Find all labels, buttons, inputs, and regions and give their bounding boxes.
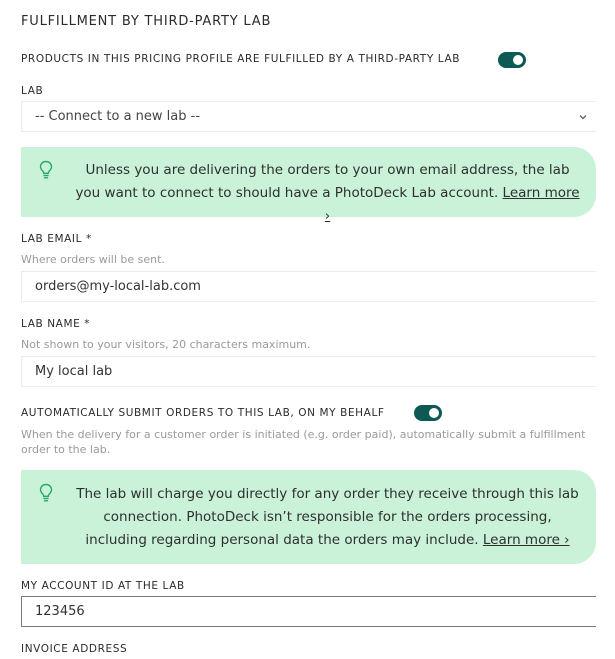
lab-name-label: LAB NAME *	[21, 318, 91, 330]
learn-more-link[interactable]: Learn more ›	[324, 185, 580, 224]
account-id-field[interactable]: 123456	[21, 596, 596, 627]
toggle-knob	[513, 55, 523, 65]
info-callout-text	[71, 159, 584, 228]
info-callout-text	[71, 483, 584, 552]
invoice-address-label: INVOICE ADDRESS	[21, 643, 128, 655]
chevron-down-icon	[578, 112, 588, 122]
lightbulb-icon	[38, 160, 54, 180]
lab-select[interactable]	[21, 101, 596, 132]
fulfilled-toggle-label: PRODUCTS IN THIS PRICING PROFILE ARE FULFILLED BY A THIRD-PARTY LAB	[21, 53, 461, 65]
lab-email-hint: Where orders will be sent.	[21, 253, 165, 266]
callout-message: Unless you are delivering the orders to your own email address, the lab you want to connect to should have a PhotoDeck Lab account.	[75, 162, 570, 201]
info-callout-lab-charges	[21, 470, 596, 564]
fulfilled-toggle[interactable]	[498, 52, 526, 68]
auto-submit-label: AUTOMATICALLY SUBMIT ORDERS TO THIS LAB, ON MY BEHALF	[21, 407, 385, 419]
lab-email-field[interactable]: orders@my-local-lab.com	[21, 271, 596, 302]
lightbulb-icon	[38, 483, 54, 503]
lab-name-field[interactable]: My local lab	[21, 356, 596, 387]
toggle-knob	[429, 408, 439, 418]
auto-submit-toggle[interactable]	[414, 405, 442, 421]
lab-name-hint: Not shown to your visitors, 20 characters maximum.	[21, 338, 311, 351]
section-title: FULFILLMENT BY THIRD-PARTY LAB	[21, 14, 272, 29]
callout-message: The lab will charge you directly for any order they receive through this lab connection. PhotoDeck isn’t responsible for the orders processing, including regarding personal data the orders may include.	[76, 486, 579, 548]
learn-more-link[interactable]: Learn more ›	[482, 532, 570, 548]
lab-label: LAB	[21, 85, 44, 97]
info-callout-lab-account	[21, 147, 596, 224]
lab-email-label: LAB EMAIL *	[21, 233, 92, 245]
auto-submit-hint: When the delivery for a customer order is initiated (e.g. order paid), automatically submit a fulfillment order to the lab.	[21, 428, 586, 456]
account-id-label: MY ACCOUNT ID AT THE LAB	[21, 580, 185, 592]
lab-select-value: -- Connect to a new lab --	[35, 109, 201, 124]
